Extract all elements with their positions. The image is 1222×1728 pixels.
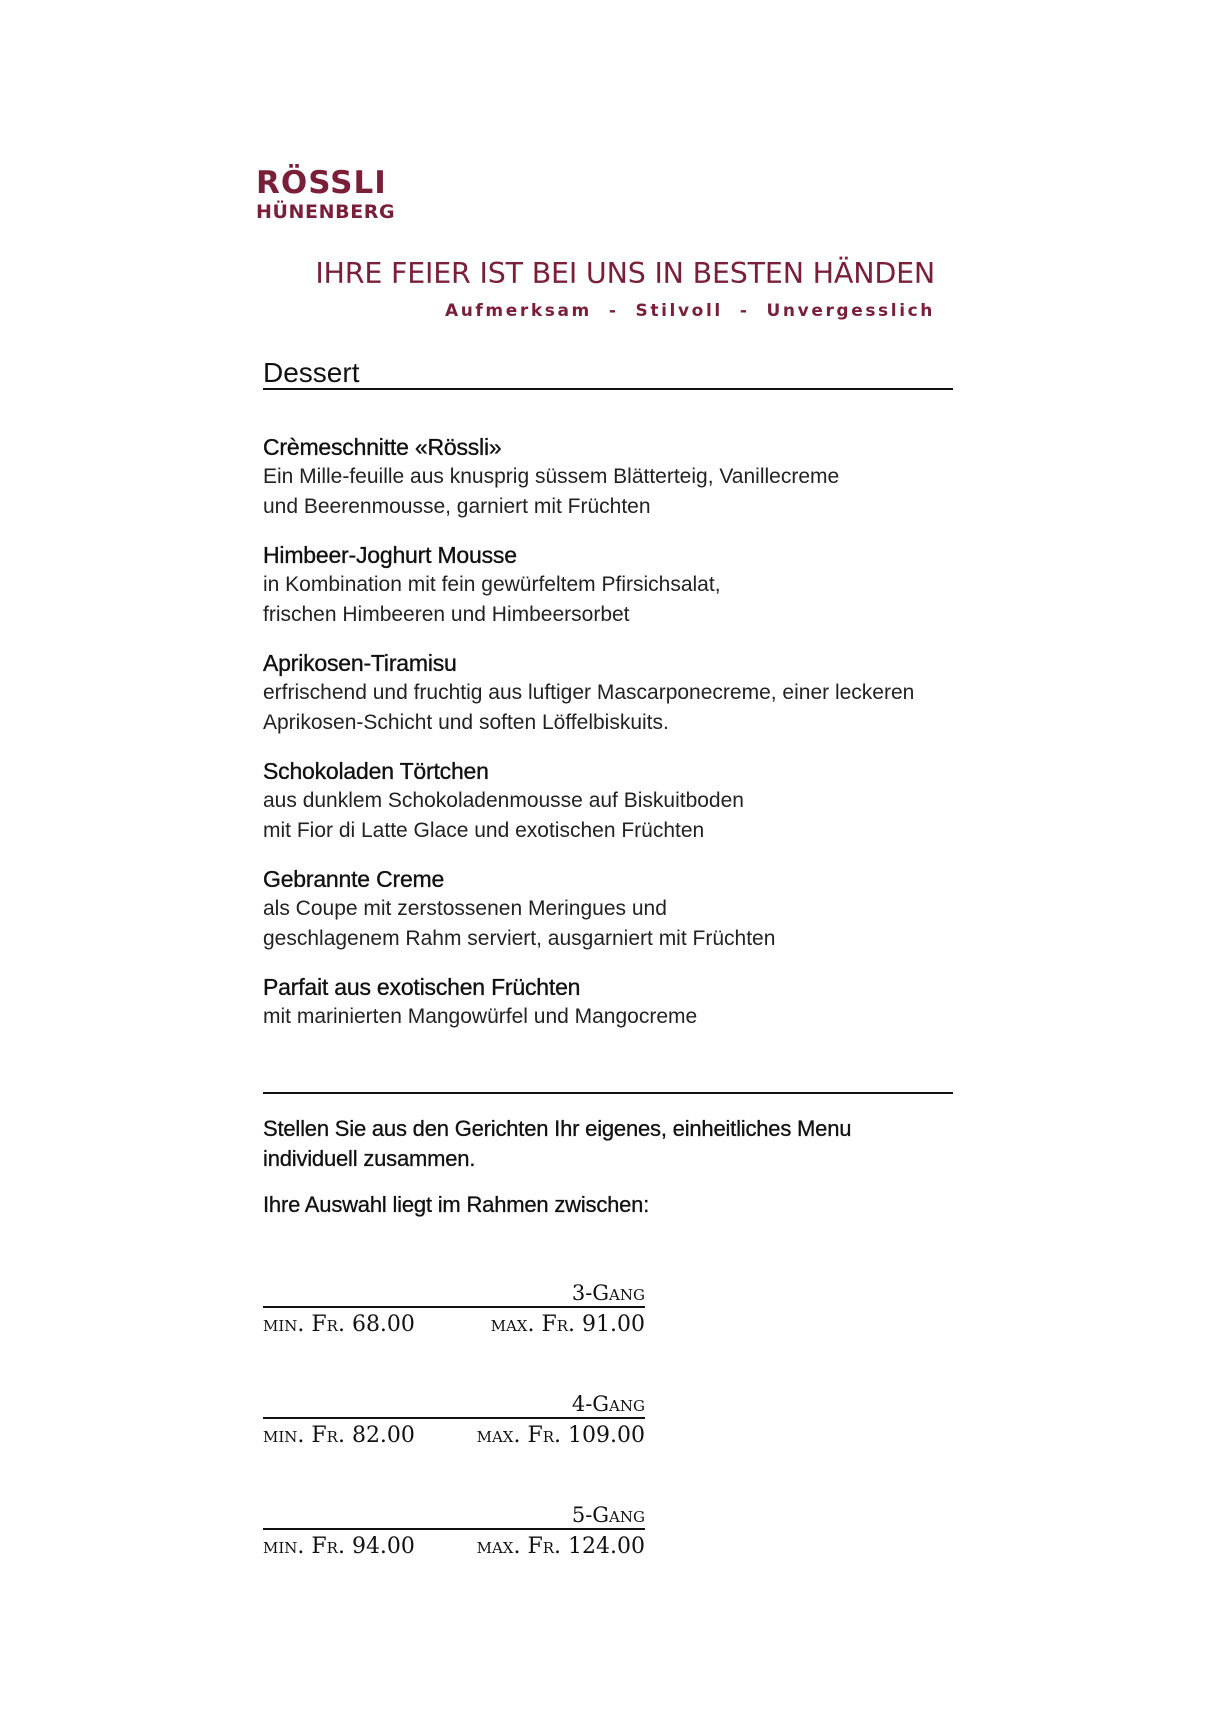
dish-item	[263, 756, 983, 846]
notes-line: individuell zusammen.	[263, 1146, 476, 1171]
price-range	[263, 1310, 645, 1340]
course-label	[263, 1391, 645, 1419]
max-price: max. Fr. 124.00	[476, 1534, 645, 1559]
logo-line-1: RÖSSLI	[256, 165, 387, 201]
dish-description-line: und Beerenmousse, garniert mit Früchten	[263, 495, 651, 518]
menu-notes	[263, 1114, 953, 1220]
dish-description-line: frischen Himbeeren und Himbeersorbet	[263, 603, 630, 626]
course-label	[263, 1280, 645, 1308]
restaurant-logo	[256, 165, 396, 223]
dish-item	[263, 972, 983, 1032]
dish-item	[263, 432, 983, 522]
dish-list	[263, 432, 983, 1050]
dish-name: Himbeer-Joghurt Mousse	[263, 542, 517, 568]
slogan-subtitle-text: Aufmerksam - Stilvoll - Unvergesslich	[444, 300, 935, 321]
dish-item	[263, 648, 983, 738]
course-label-text: 4-Gang	[571, 1392, 645, 1416]
slogan-title: IHRE FEIER IST BEI UNS IN BESTEN HÄNDEN	[315, 257, 935, 290]
slogan-subtitle	[288, 301, 935, 321]
slogan	[288, 257, 935, 321]
price-range	[263, 1421, 645, 1451]
dish-description-line: Ein Mille-feuille aus knusprig süssem Blätterteig, Vanillecreme	[263, 465, 840, 488]
price-range	[263, 1532, 645, 1562]
dish-name: Schokoladen Törtchen	[263, 758, 489, 784]
section-heading-text: Dessert	[263, 357, 360, 388]
notes-range-label: Ihre Auswahl liegt im Rahmen zwischen:	[263, 1192, 650, 1217]
dish-description-line: in Kombination mit fein gewürfeltem Pfirsichsalat,	[263, 573, 721, 596]
dish-item	[263, 540, 983, 630]
dish-name: Parfait aus exotischen Früchten	[263, 974, 581, 1000]
min-price: min. Fr. 68.00	[263, 1312, 415, 1337]
section-heading	[263, 358, 953, 390]
course-label-text: 3-Gang	[571, 1281, 645, 1305]
price-block-3-course	[263, 1280, 645, 1340]
divider-line	[263, 1092, 953, 1094]
price-block-4-course	[263, 1391, 645, 1451]
dish-description-line: aus dunklem Schokoladenmousse auf Biskuitboden	[263, 789, 744, 812]
max-price: max. Fr. 109.00	[476, 1423, 645, 1448]
price-block-5-course	[263, 1502, 645, 1562]
dish-description-line: mit Fior di Latte Glace und exotischen Früchten	[263, 819, 705, 842]
min-price: min. Fr. 94.00	[263, 1534, 415, 1559]
dish-description-line: geschlagenem Rahm serviert, ausgarniert mit Früchten	[263, 927, 776, 950]
dish-description-line: erfrischend und fruchtig aus luftiger Mascarponecreme, einer leckeren	[263, 681, 915, 704]
min-price: min. Fr. 82.00	[263, 1423, 415, 1448]
dish-description-line: Aprikosen-Schicht und soften Löffelbiskuits.	[263, 711, 669, 734]
dish-item	[263, 864, 983, 954]
course-label	[263, 1502, 645, 1530]
dish-name: Crèmeschnitte «Rössli»	[263, 434, 502, 460]
course-label-text: 5-Gang	[571, 1503, 645, 1527]
dish-description-line: als Coupe mit zerstossenen Meringues und	[263, 897, 667, 920]
notes-line: Stellen Sie aus den Gerichten Ihr eigenes, einheitliches Menu	[263, 1116, 852, 1141]
dish-description-line: mit marinierten Mangowürfel und Mangocreme	[263, 1005, 698, 1028]
max-price: max. Fr. 91.00	[490, 1312, 645, 1337]
logo-line-2: HÜNENBERG	[256, 201, 396, 223]
dish-name: Aprikosen-Tiramisu	[263, 650, 457, 676]
dish-name: Gebrannte Creme	[263, 866, 445, 892]
